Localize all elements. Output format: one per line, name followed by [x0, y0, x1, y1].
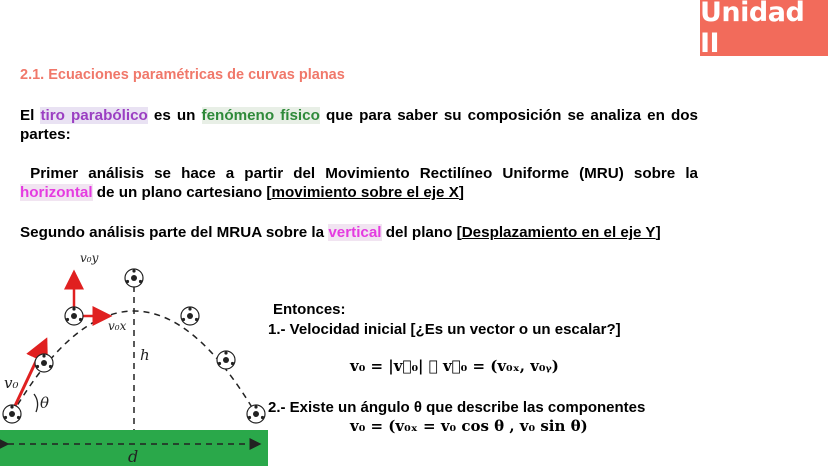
paragraph-first-analysis — [20, 164, 698, 202]
label-theta: θ — [40, 394, 50, 412]
underline-eje-y: Desplazamiento en el eje Y — [461, 224, 656, 241]
ball-3 — [65, 307, 83, 325]
p2-text-c: ] — [458, 184, 464, 201]
highlight-vertical: vertical — [328, 224, 382, 241]
label-v0x: v₀x — [108, 319, 127, 333]
ball-2 — [35, 354, 53, 372]
paragraph-second-analysis — [20, 223, 698, 242]
ball-4 — [125, 269, 143, 287]
entonces-label: Entonces: — [273, 301, 346, 318]
p2-text-a: Primer análisis se hace a partir del Movimiento Rectilíneo Uniforme (MRU) sobre la — [30, 165, 698, 182]
p3-text-b: del plano [ — [381, 224, 462, 241]
ball-6 — [217, 351, 235, 369]
label-d: d — [128, 447, 139, 466]
underline-eje-x: movimiento sobre el eje X — [271, 184, 459, 201]
highlight-horizontal: horizontal — [20, 184, 93, 201]
ball-7 — [247, 405, 265, 423]
p1-text-b: es un — [147, 107, 202, 124]
ball-1 — [3, 405, 21, 423]
item-angle: 2.- Existe un ángulo θ que describe las componentes — [268, 399, 646, 416]
projectile-diagram — [0, 248, 268, 466]
highlight-fenomeno-fisico: fenómeno físico — [201, 107, 320, 124]
ball-5 — [181, 307, 199, 325]
equation-components: v₀ = (v₀ₓ = v₀ cos θ , v₀ sin θ) — [350, 417, 588, 435]
p1-text-a: El — [20, 107, 41, 124]
item-initial-velocity: 1.- Velocidad inicial [¿Es un vector o un escalar?] — [268, 321, 621, 338]
unit-badge: Unidad II — [700, 0, 828, 56]
highlight-tiro-parabolico: tiro parabólico — [40, 107, 148, 124]
section-title: 2.1. Ecuaciones paramétricas de curvas planas — [20, 67, 345, 83]
p2-text-b: de un plano cartesiano [ — [92, 184, 272, 201]
p3-text-a: Segundo análisis parte del MRUA sobre la — [20, 224, 329, 241]
label-h: h — [140, 346, 150, 364]
label-v0y: v₀y — [80, 251, 99, 265]
p3-text-c: ] — [655, 224, 661, 241]
p1-text-c: que para saber su composición se analiza en dos partes: — [20, 107, 698, 143]
paragraph-intro — [20, 106, 698, 144]
label-v0: v₀ — [4, 374, 19, 392]
equation-v0: v₀ = |v⃗₀| ∴ v⃗₀ = (v₀ₓ, v₀ᵧ) — [350, 357, 559, 375]
angle-arc — [34, 394, 38, 412]
